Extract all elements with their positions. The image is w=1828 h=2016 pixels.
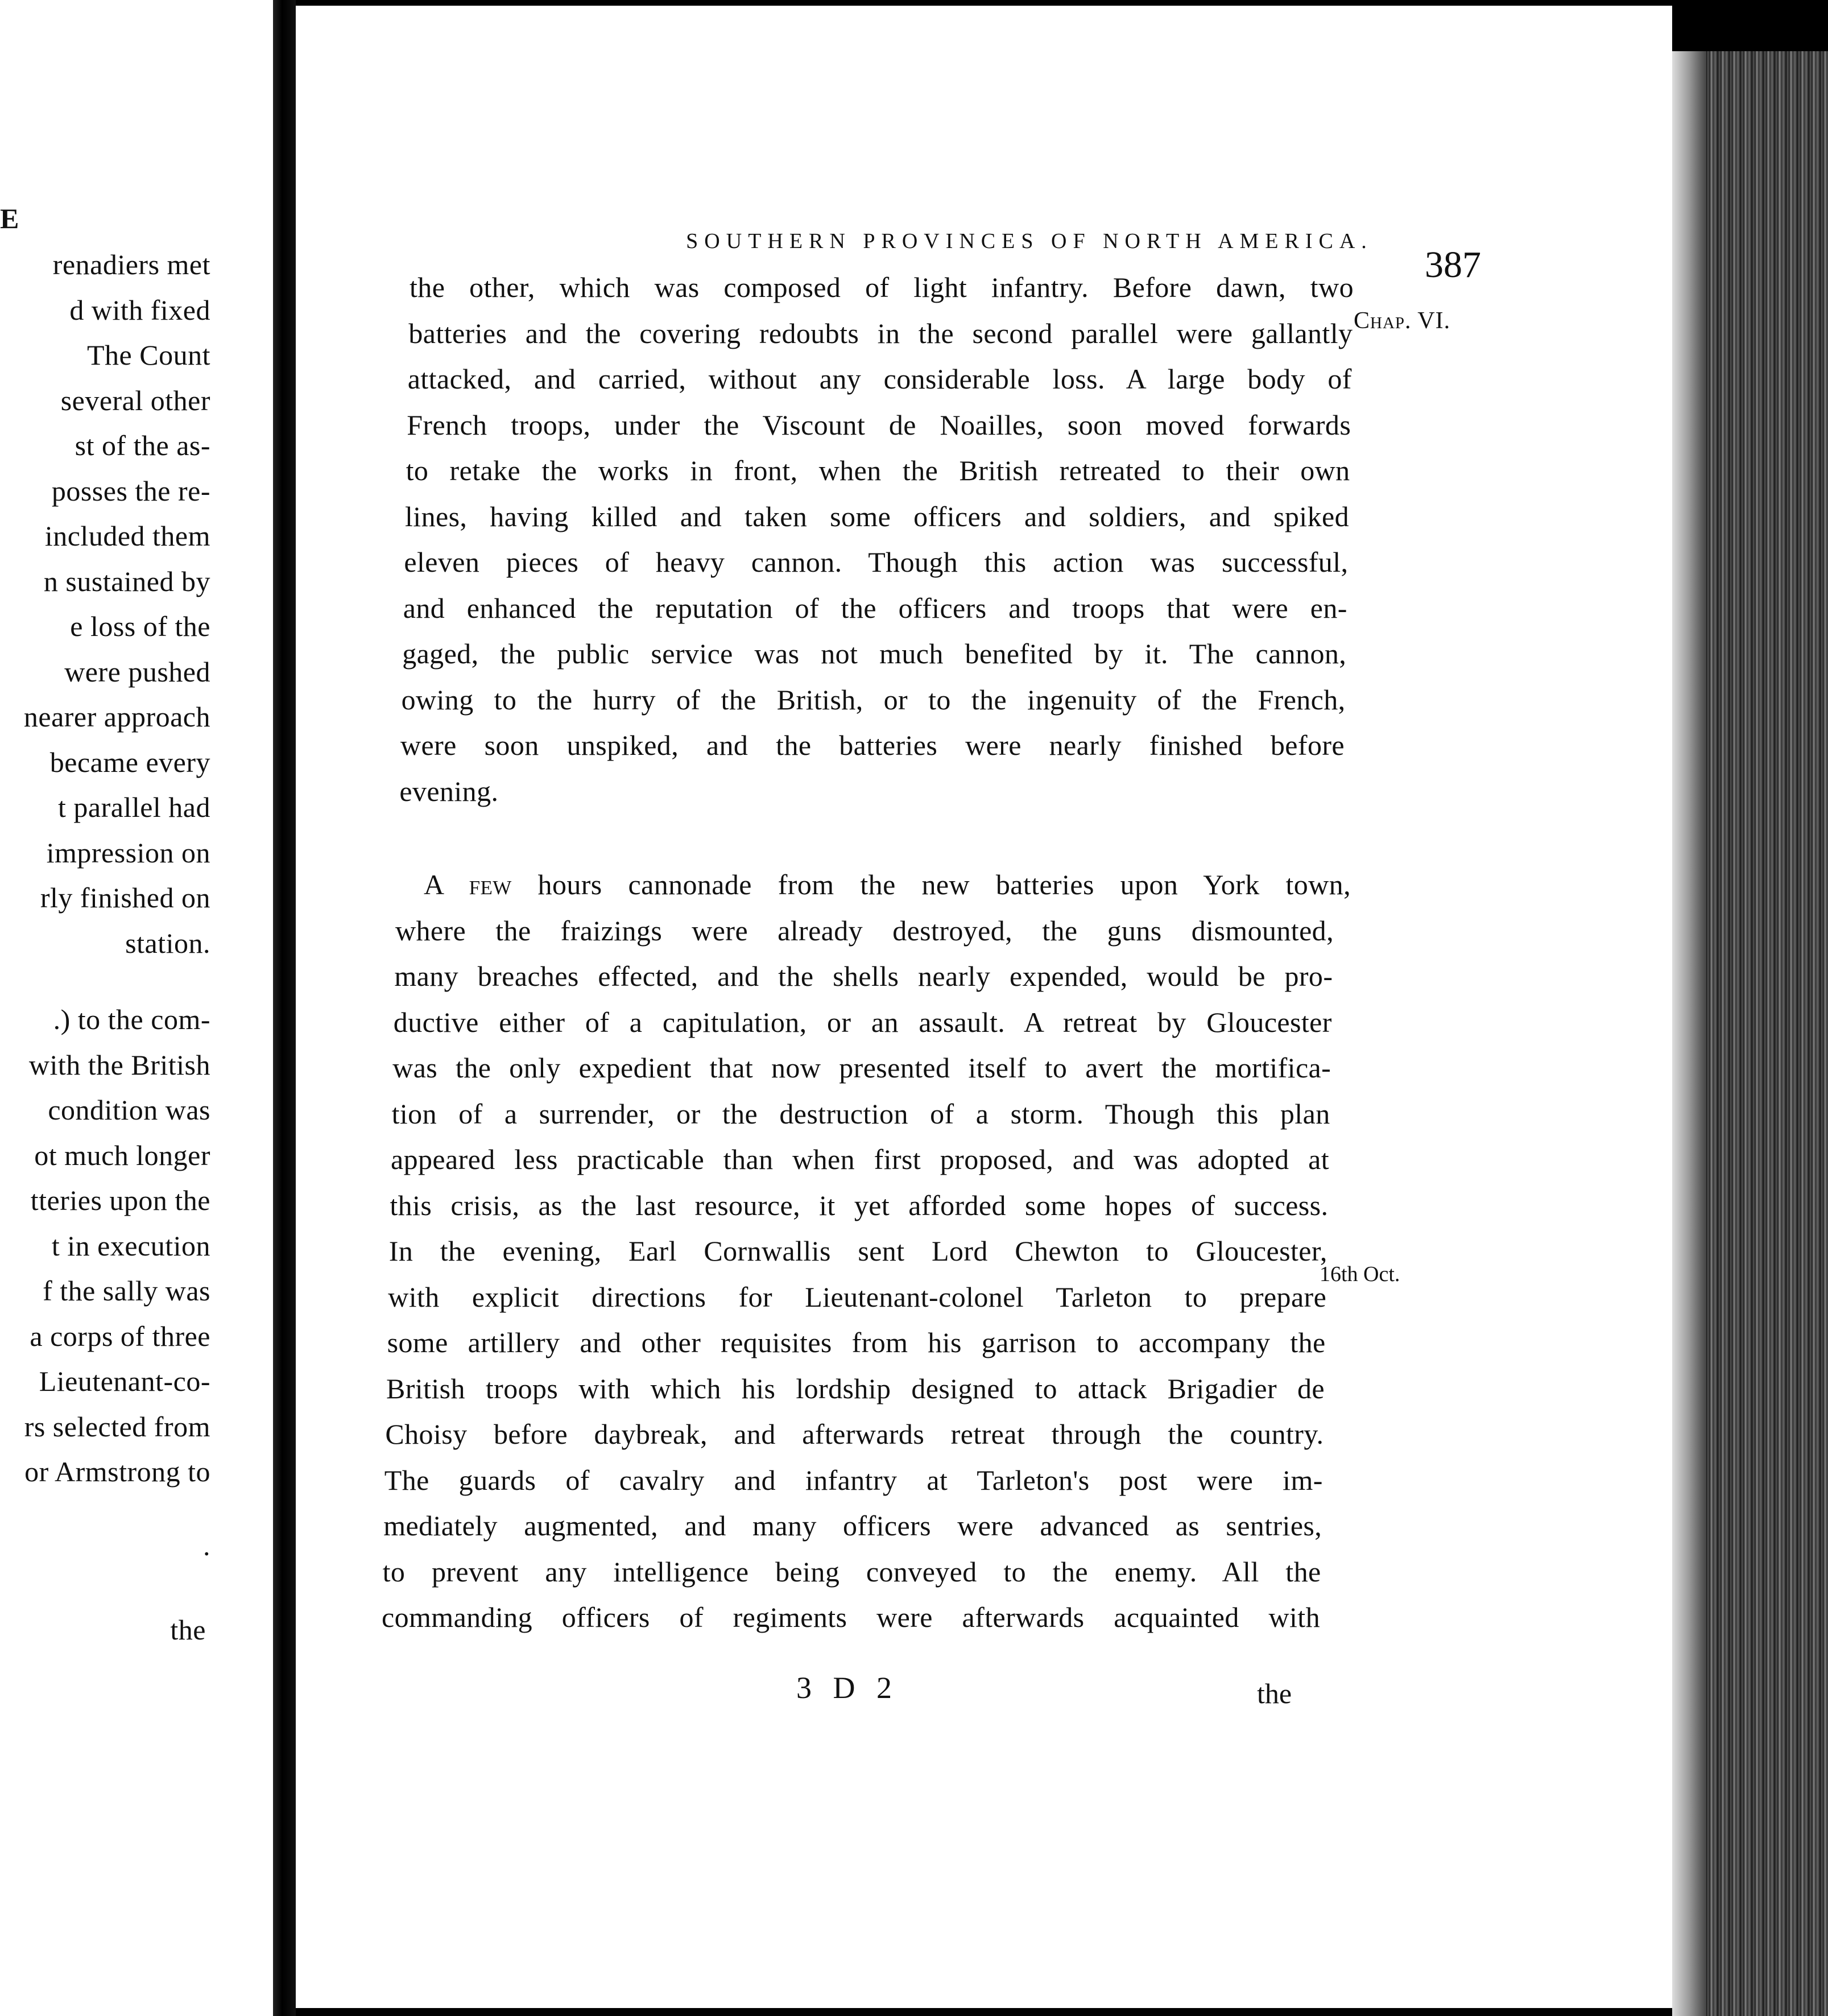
paragraph-2-line: tion of a surrender, or the destruction of a storm. Though this plan [391,1097,1330,1130]
catchword: the [1257,1678,1292,1709]
left-page-line: station. [125,927,210,959]
paragraph-2-line: British troops with which his lordship designed to attack Brigadier de [386,1372,1325,1404]
left-page-line: d with fixed [69,294,210,326]
paragraph-2-line: was the only expedient that now presented itself to avert the mortifica- [392,1052,1331,1084]
left-page-line: condition was [48,1094,210,1126]
paragraph-2-line: commanding officers of regiments were afterwards acquainted with [382,1601,1320,1633]
running-head: SOUTHERN PROVINCES OF NORTH AMERICA. [686,229,1373,253]
paragraph-2-line: ductive either of a capitulation, or an assault. A retreat by Gloucester [393,1006,1332,1038]
paragraph-1-line: owing to the hurry of the British, or to the ingenuity of the French, [401,683,1346,716]
left-page-line: a corps of three [30,1320,210,1352]
left-page-line: with the British [28,1048,210,1081]
paragraph-2-line: with explicit directions for Lieutenant-colonel Tarleton to prepare [388,1280,1327,1313]
main-page [296,6,1672,2008]
left-page-line: e loss of the [70,610,210,642]
left-page-catchword: the [170,1614,206,1646]
paragraph-2-line: many breaches effected, and the shells nearly expended, would be pro- [394,960,1333,992]
left-page-line: st of the as- [75,429,210,461]
left-page-line: t parallel had [58,791,210,823]
paragraph-2-line: where the fraizings were already destroyed, the guns dismounted, [395,914,1334,947]
left-page-line: were pushed [64,655,210,688]
left-page-line: nearer approach [23,701,210,733]
paragraph-2-line: to prevent any intelligence being conveyed to the enemy. All the [382,1555,1321,1588]
left-page-line: The Count [87,339,210,371]
paragraph-1-line: eleven pieces of heavy cannon. Though this action was successful, [404,546,1349,578]
left-page-line: tteries upon the [30,1184,210,1216]
page-edges-fore-edge [1672,51,1828,2016]
paragraph-2-lead: A few [424,869,512,900]
left-page-line: rs selected from [24,1410,210,1443]
paragraph-1-line: lines, having killed and taken some officers and soldiers, and spiked [405,500,1349,532]
left-page-line: rly finished on [40,882,210,914]
left-page-line: ot much longer [34,1139,210,1171]
paragraph-1-line: and enhanced the reputation of the officers and troops that were en- [403,592,1347,624]
facing-page-left [0,0,273,2016]
paragraph-2-line: The guards of cavalry and infantry at Tarleton's post were im- [384,1464,1323,1496]
book-gutter [273,0,296,2016]
paragraph-2-line: appeared less practicable than when first proposed, and was adopted at [391,1143,1329,1175]
left-page-corner-letter: E [0,203,19,234]
paragraph-2-line: this crisis, as the last resource, it yet afforded some hopes of success. [390,1189,1329,1221]
paragraph-1-line: attacked, and carried, without any considerable loss. A large body of [407,363,1352,395]
paragraph-1-line: batteries and the covering redoubts in the second parallel were gallantly [408,317,1353,349]
date-marginal-note: 16th Oct. [1320,1262,1400,1286]
paragraph-2-first-line-rest: hours cannonade from the new batteries upon York town, [537,869,1351,900]
paragraph-1-line: French troops, under the Viscount de Noailles, soon moved forwards [407,408,1351,441]
paragraph-2-line: some artillery and other requisites from his garrison to accompany the [387,1327,1326,1358]
paragraph-2-line: Choisy before daybreak, and afterwards retreat through the country. [385,1418,1324,1450]
left-page-line: several other [60,384,210,416]
left-page-line: posses the re- [51,474,210,507]
left-page-line: Lieutenant-co- [39,1365,210,1397]
page-number: 387 [1425,244,1481,286]
left-page-line: renadiers met [52,249,210,280]
paragraph-2-line: mediately augmented, and many officers were advanced as sentries, [383,1510,1322,1542]
left-page-line: impression on [46,836,210,869]
printer-signature-mark: 3 D 2 [796,1671,899,1705]
left-page-line: .) to the com- [53,1003,210,1035]
chapter-marginal-note: Chap. VI. [1354,308,1451,334]
paragraph-1-line: evening. [399,775,499,807]
paragraph-1-line: to retake the works in front, when the British retreated to their own [406,455,1350,486]
paragraph-2-line: In the evening, Earl Cornwallis sent Lord Chewton to Gloucester, [388,1235,1327,1267]
left-page-line: n sustained by [43,565,210,597]
left-page-line: or Armstrong to [24,1456,210,1488]
left-page-line: t in execution [51,1229,210,1262]
paragraph-1-line: were soon unspiked, and the batteries were nearly finished before [400,729,1345,761]
left-page-line: became every [49,746,210,778]
left-page-line: included them [44,520,210,552]
paragraph-2-first-line [424,870,1351,899]
paragraph-1-line: gaged, the public service was not much benefited by it. The cannon, [402,638,1347,670]
left-page-line: f the sally was [43,1275,210,1307]
left-page-line: . [203,1529,210,1561]
paragraph-1-line: the other, which was composed of light infantry. Before dawn, two [410,271,1354,303]
